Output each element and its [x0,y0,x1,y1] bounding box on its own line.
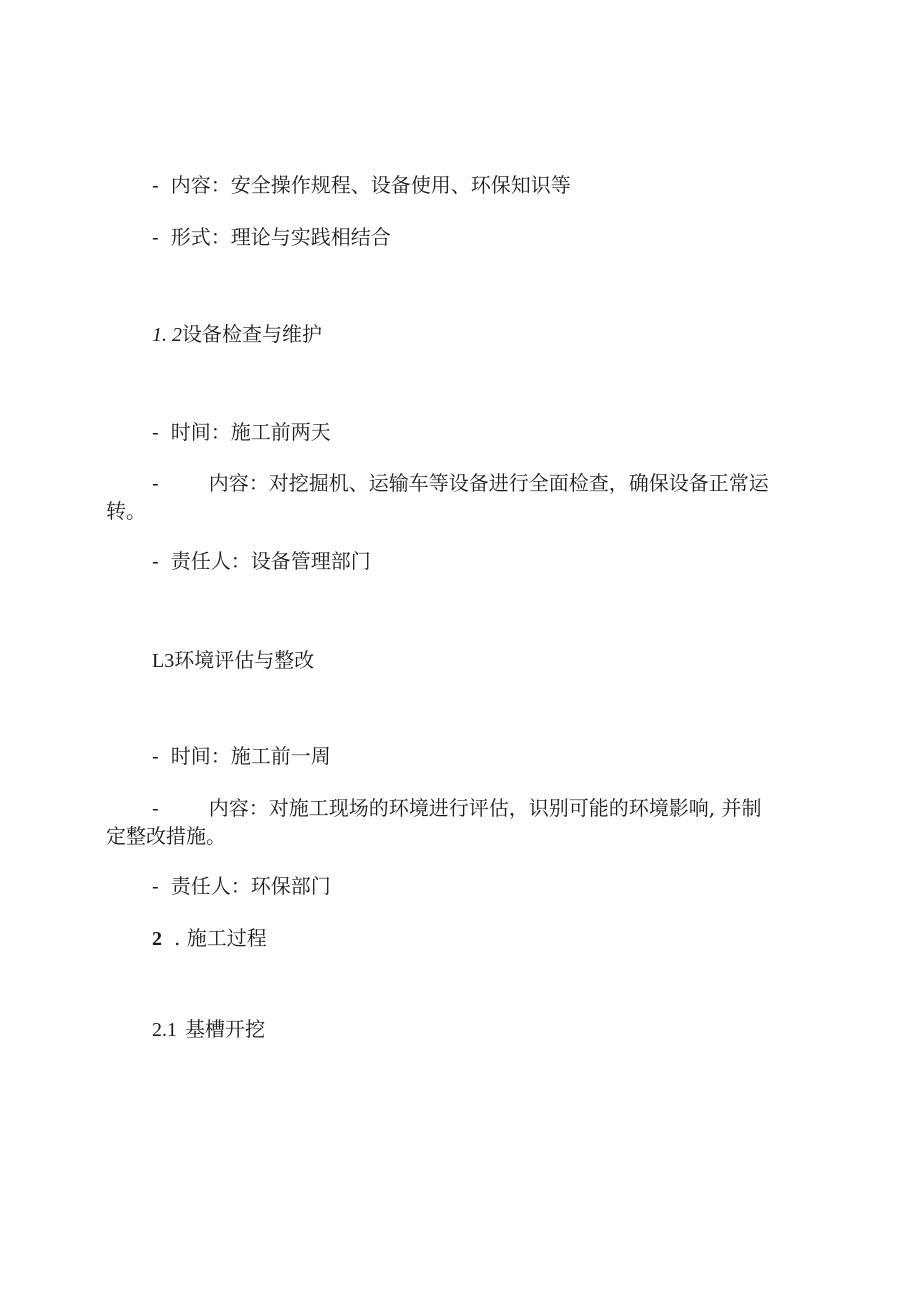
section-title: . 施工过程 [174,926,267,950]
list-item-content-3 [152,792,761,824]
section-heading-2 [152,922,267,955]
list-dash: - [152,796,159,820]
list-item-content-2-continuation [106,495,146,527]
section-heading-2-1 [152,1013,265,1046]
list-item-text: 内容：安全操作规程、设备使用、环保知识等 [170,173,571,197]
list-item-text: 内容：对施工现场的环境进行评估，识别可能的环境影响, 并制 [208,796,762,820]
list-dash: - [152,874,159,898]
list-item-content-3-continuation [106,820,226,852]
section-title: 设备检查与维护 [182,322,322,346]
list-dash: - [152,471,159,495]
list-item-text: 时间：施工前一周 [170,744,331,768]
list-item-content-2 [152,467,769,499]
list-item-text: 转。 [106,499,146,523]
section-title: 环境评估与整改 [174,648,315,672]
section-number: L3 [152,650,175,672]
list-item-text: 形式：理论与实践相结合 [170,225,391,249]
list-item-form-1 [152,221,391,253]
section-number: 1. 2 [152,324,182,346]
list-item-text: 责任人：环保部门 [170,874,331,898]
list-item-text: 时间：施工前两天 [170,420,331,444]
list-dash: - [152,549,159,573]
section-heading-1-2 [152,318,322,351]
section-number: 2 [152,928,162,950]
list-dash: - [152,225,159,249]
list-item-text: 责任人：设备管理部门 [170,549,371,573]
list-dash: - [152,420,159,444]
list-dash: - [152,173,159,197]
list-dash: - [152,744,159,768]
section-title: 基槽开挖 [185,1017,265,1041]
list-item-time-2 [152,416,331,448]
list-item-owner-3 [152,870,331,902]
list-item-text: 定整改措施。 [106,824,226,848]
list-item-time-3 [152,740,331,772]
section-heading-1-3 [152,644,314,677]
list-item-content-1 [152,169,571,201]
list-item-text: 内容：对挖掘机、运输车等设备进行全面检查，确保设备正常运 [208,471,769,495]
section-number: 2.1 [152,1019,177,1041]
list-item-owner-2 [152,545,371,577]
